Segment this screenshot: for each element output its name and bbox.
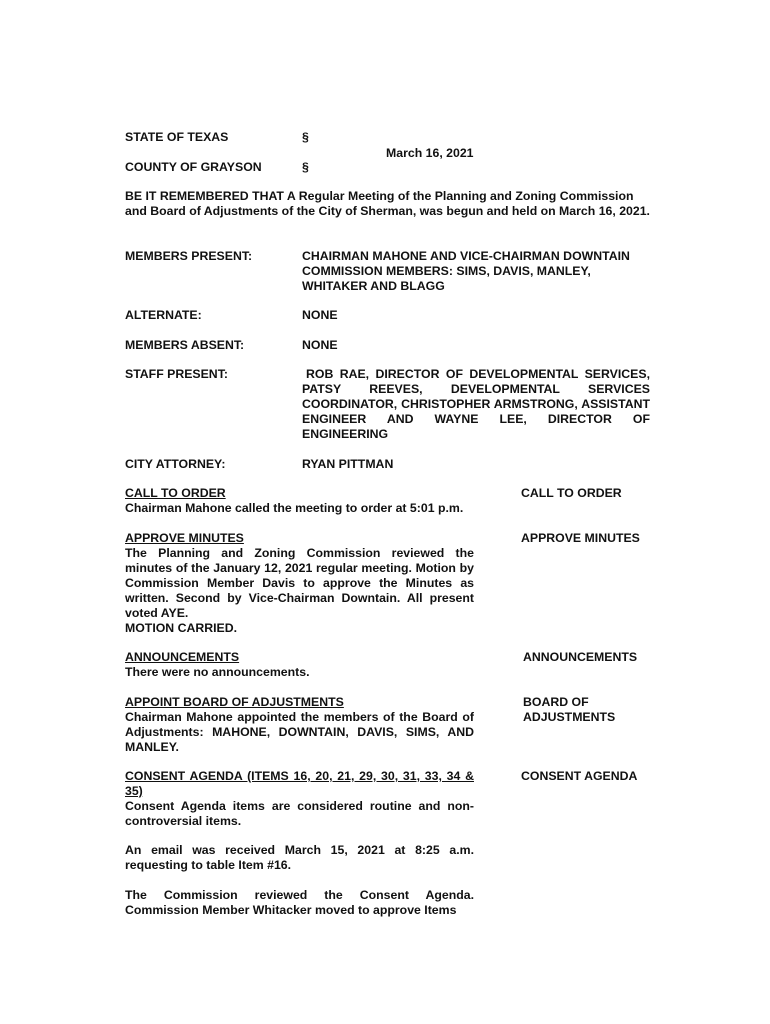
members-present-value: CHAIRMAN MAHONE AND VICE-CHAIRMAN DOWNTAIN COMMISSION MEMBERS: SIMS, DAVIS, MANLEY, WHITAKER AND BLAGG xyxy=(302,249,630,293)
consent-agenda-heading: CONSENT AGENDA (ITEMS 16, 20, 21, 29, 30, 31, 33, 34 & 35) xyxy=(125,769,474,798)
staff-present-label: STAFF PRESENT: xyxy=(125,367,228,381)
members-present-label: MEMBERS PRESENT: xyxy=(125,249,253,263)
state-label: STATE OF TEXAS xyxy=(125,130,229,144)
alternate-value: NONE xyxy=(302,308,338,322)
consent-agenda-margin-label: CONSENT AGENDA xyxy=(521,769,638,783)
board-of-adjustments-heading: APPOINT BOARD OF ADJUSTMENTS xyxy=(125,695,344,709)
city-attorney-label: CITY ATTORNEY: xyxy=(125,457,226,471)
approve-minutes-body xyxy=(125,546,474,636)
approve-minutes-margin-label: APPROVE MINUTES xyxy=(521,531,640,545)
members-absent-value: NONE xyxy=(302,338,338,352)
staff-present-value: ROB RAE, DIRECTOR OF DEVELOPMENTAL SERVICES, PATSY REEVES, DEVELOPMENTAL SERVICES COORDINATOR, CHRISTOPHER ARMSTRONG, ASSISTANT ENGINEER AND WAYNE LEE, DIRECTOR OF ENGINEERING xyxy=(302,367,650,441)
board-of-adjustments-body: Chairman Mahone appointed the members of the Board of Adjustments: MAHONE, DOWNTAIN, DAVIS, SIMS, AND MANLEY. xyxy=(125,710,474,754)
meeting-date: March 16, 2021 xyxy=(386,146,474,160)
announcements-heading: ANNOUNCEMENTS xyxy=(125,650,240,664)
members-absent-label: MEMBERS ABSENT: xyxy=(125,338,245,352)
board-of-adjustments-margin-label: BOARD OF ADJUSTMENTS xyxy=(523,695,616,724)
call-to-order-body: Chairman Mahone called the meeting to order at 5:01 p.m. xyxy=(125,501,464,515)
call-to-order-heading: CALL TO ORDER xyxy=(125,486,226,500)
alternate-label: ALTERNATE: xyxy=(125,308,202,322)
county-label: COUNTY OF GRAYSON xyxy=(125,160,262,174)
call-to-order-margin-label: CALL TO ORDER xyxy=(521,486,622,500)
announcements-body: There were no announcements. xyxy=(125,665,310,679)
motion-carried-text: MOTION CARRIED. xyxy=(125,621,238,635)
city-attorney-value: RYAN PITTMAN xyxy=(302,457,394,471)
section-symbol: § xyxy=(302,160,309,174)
section-symbol: § xyxy=(302,130,309,144)
consent-agenda-review: The Commission reviewed the Consent Agenda. Commission Member Whitacker moved to approve Items xyxy=(125,888,474,917)
approve-minutes-text: The Planning and Zoning Commission reviewed the minutes of the January 12, 2021 regular meeting. Motion by Commission Member Davis to approve the Minutes as written. Second by Vice-Chairman Downtain. All present voted AYE. xyxy=(125,546,474,620)
intro-paragraph: BE IT REMEMBERED THAT A Regular Meeting of the Planning and Zoning Commission and Board of Adjustments of the City of Sherman, was begun and held on March 16, 2021. xyxy=(125,189,650,218)
approve-minutes-heading: APPROVE MINUTES xyxy=(125,531,244,545)
announcements-margin-label: ANNOUNCEMENTS xyxy=(523,650,638,664)
consent-agenda-body: Consent Agenda items are considered routine and non-controversial items. xyxy=(125,799,474,828)
consent-agenda-email: An email was received March 15, 2021 at 8:25 a.m. requesting to table Item #16. xyxy=(125,843,474,872)
